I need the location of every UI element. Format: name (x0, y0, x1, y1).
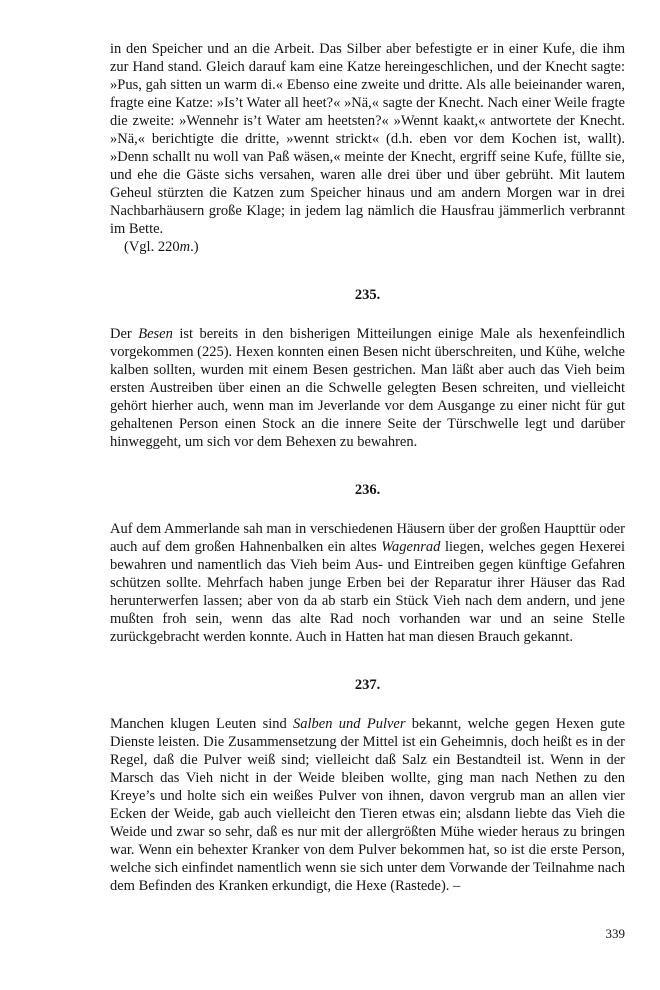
italic-text-run: Salben und Pulver (293, 716, 406, 732)
paragraph (110, 325, 625, 451)
text-run: .) (190, 239, 199, 255)
italic-text-run: Wagenrad (381, 539, 441, 555)
section-heading: 237. (354, 677, 381, 693)
text-run: ist bereits in den bisherigen Mitteilungen einige Male als hexenfeindlich vorgekommen (225). Hexen konnten einen Besen nicht überschreiten, und Kühe, welche kalben sollten, wurden mit einem Besen gestrichen. Man läßt aber auch das Vieh beim ersten Austreiben über einen an die Schwelle gelegten Besen schreiten, und vielleicht gehört hierher auch, wenn man im Jeverlande vor dem Ausgange zu einer nicht für gut gehaltenen Person einen Stock an die innere Seite der Türschwelle legt und darüber hinweggeht, um sich vor dem Behexen zu bewahren. (110, 326, 625, 450)
text-run: Auf dem Ammerlande sah man in verschiedenen Häusern über der großen Haupttür oder auch auf dem großen Hahnenbalken ein altes (110, 521, 625, 555)
section-heading: 235. (354, 287, 381, 303)
paragraph (110, 715, 625, 895)
page-content (110, 40, 625, 895)
text-run: Manchen klugen Leuten sind (110, 716, 294, 732)
paragraph (110, 520, 625, 646)
reference-note (110, 238, 625, 256)
paragraph (110, 40, 625, 238)
text-run: bekannt, welche gegen Hexen gute Dienste leisten. Die Zusammensetzung der Mittel ist ein Geheimnis, doch heißt es in der Regel, daß die Pulver weiß sind; vielleicht daß Salz ein Bestandteil ist. Wenn in der Marsch das Vieh nicht in der Weide bleiben wollte, ging man nach Nethen zu den Kreye’s und holte sich ein weißes Pulver von ihnen, davon vergrub man an allen vier Ecken der Weide, gab auch vielleicht den Tieren etwas ein; alsdann liebte das Vieh die Weide und zwar so sehr, daß es nur mit der allergrößten Mühe wieder heraus zu bringen war. Wenn ein behexter Kranker von dem Pulver bekommen hat, so ist die erste Person, welche sich einfindet namentlich wenn sie sich unter dem Vorwande der Teilnahme nach dem Befinden des Kranken erkundigt, die Hexe (Rastede). – (110, 716, 625, 894)
section-heading: 236. (354, 482, 381, 498)
page-number: 339 (605, 926, 625, 941)
text-run: Der (110, 326, 139, 342)
italic-text-run: m (179, 239, 191, 255)
italic-text-run: Besen (138, 326, 173, 342)
text-run: (Vgl. 220 (124, 239, 180, 255)
text-run: liegen, welches gegen Hexerei bewahren und namentlich das Vieh beim Aus- und Eintreiben gegen künftige Gefahren schützen sollte. Mehrfach haben junge Erben bei der Reparatur ihrer Häuser das Rad herunterwerfen lassen; aber von da ab starb ein Stück Vieh nach dem andern, und jene mußten froh sein, wenn das alte Rad noch vorhanden war und an seine Stelle zurückgebracht werden konnte. Auch in Hatten hat man diesen Brauch gekannt. (110, 539, 625, 645)
text-run: in den Speicher und an die Arbeit. Das Silber aber befestigte er in einer Kufe, die ihm zur Hand stand. Gleich darauf kam eine Katze hereingeschlichen, und der Knecht sagte: »Pus, gah sitten un warm di.« Ebenso eine zweite und dritte. Als alle beieinander waren, fragte eine Katze: »Is’t Water all heet?« »Nä,« sagte der Knecht. Nach einer Weile fragte die zweite: »Wennehr is’t Water am heetsten?« »Wennt kaakt,« antwortete der Knecht. »Nä,« berichtigte die dritte, »wennt strickt« (d.h. eben vor dem Kochen ist, wallt). »Denn schallt nu woll van Paß wäsen,« meinte der Knecht, ergriff seine Kufe, füllte sie, und ehe die Gäste sichs versahen, waren alle drei über und über gebrüht. Mit lautem Geheul stürzten die Katzen zum Speicher hinaus und am andern Morgen war in drei Nachbarhäusern große Klage; in jedem lag nämlich die Hausfrau jämmerlich verbrannt im Bette. (110, 41, 625, 237)
